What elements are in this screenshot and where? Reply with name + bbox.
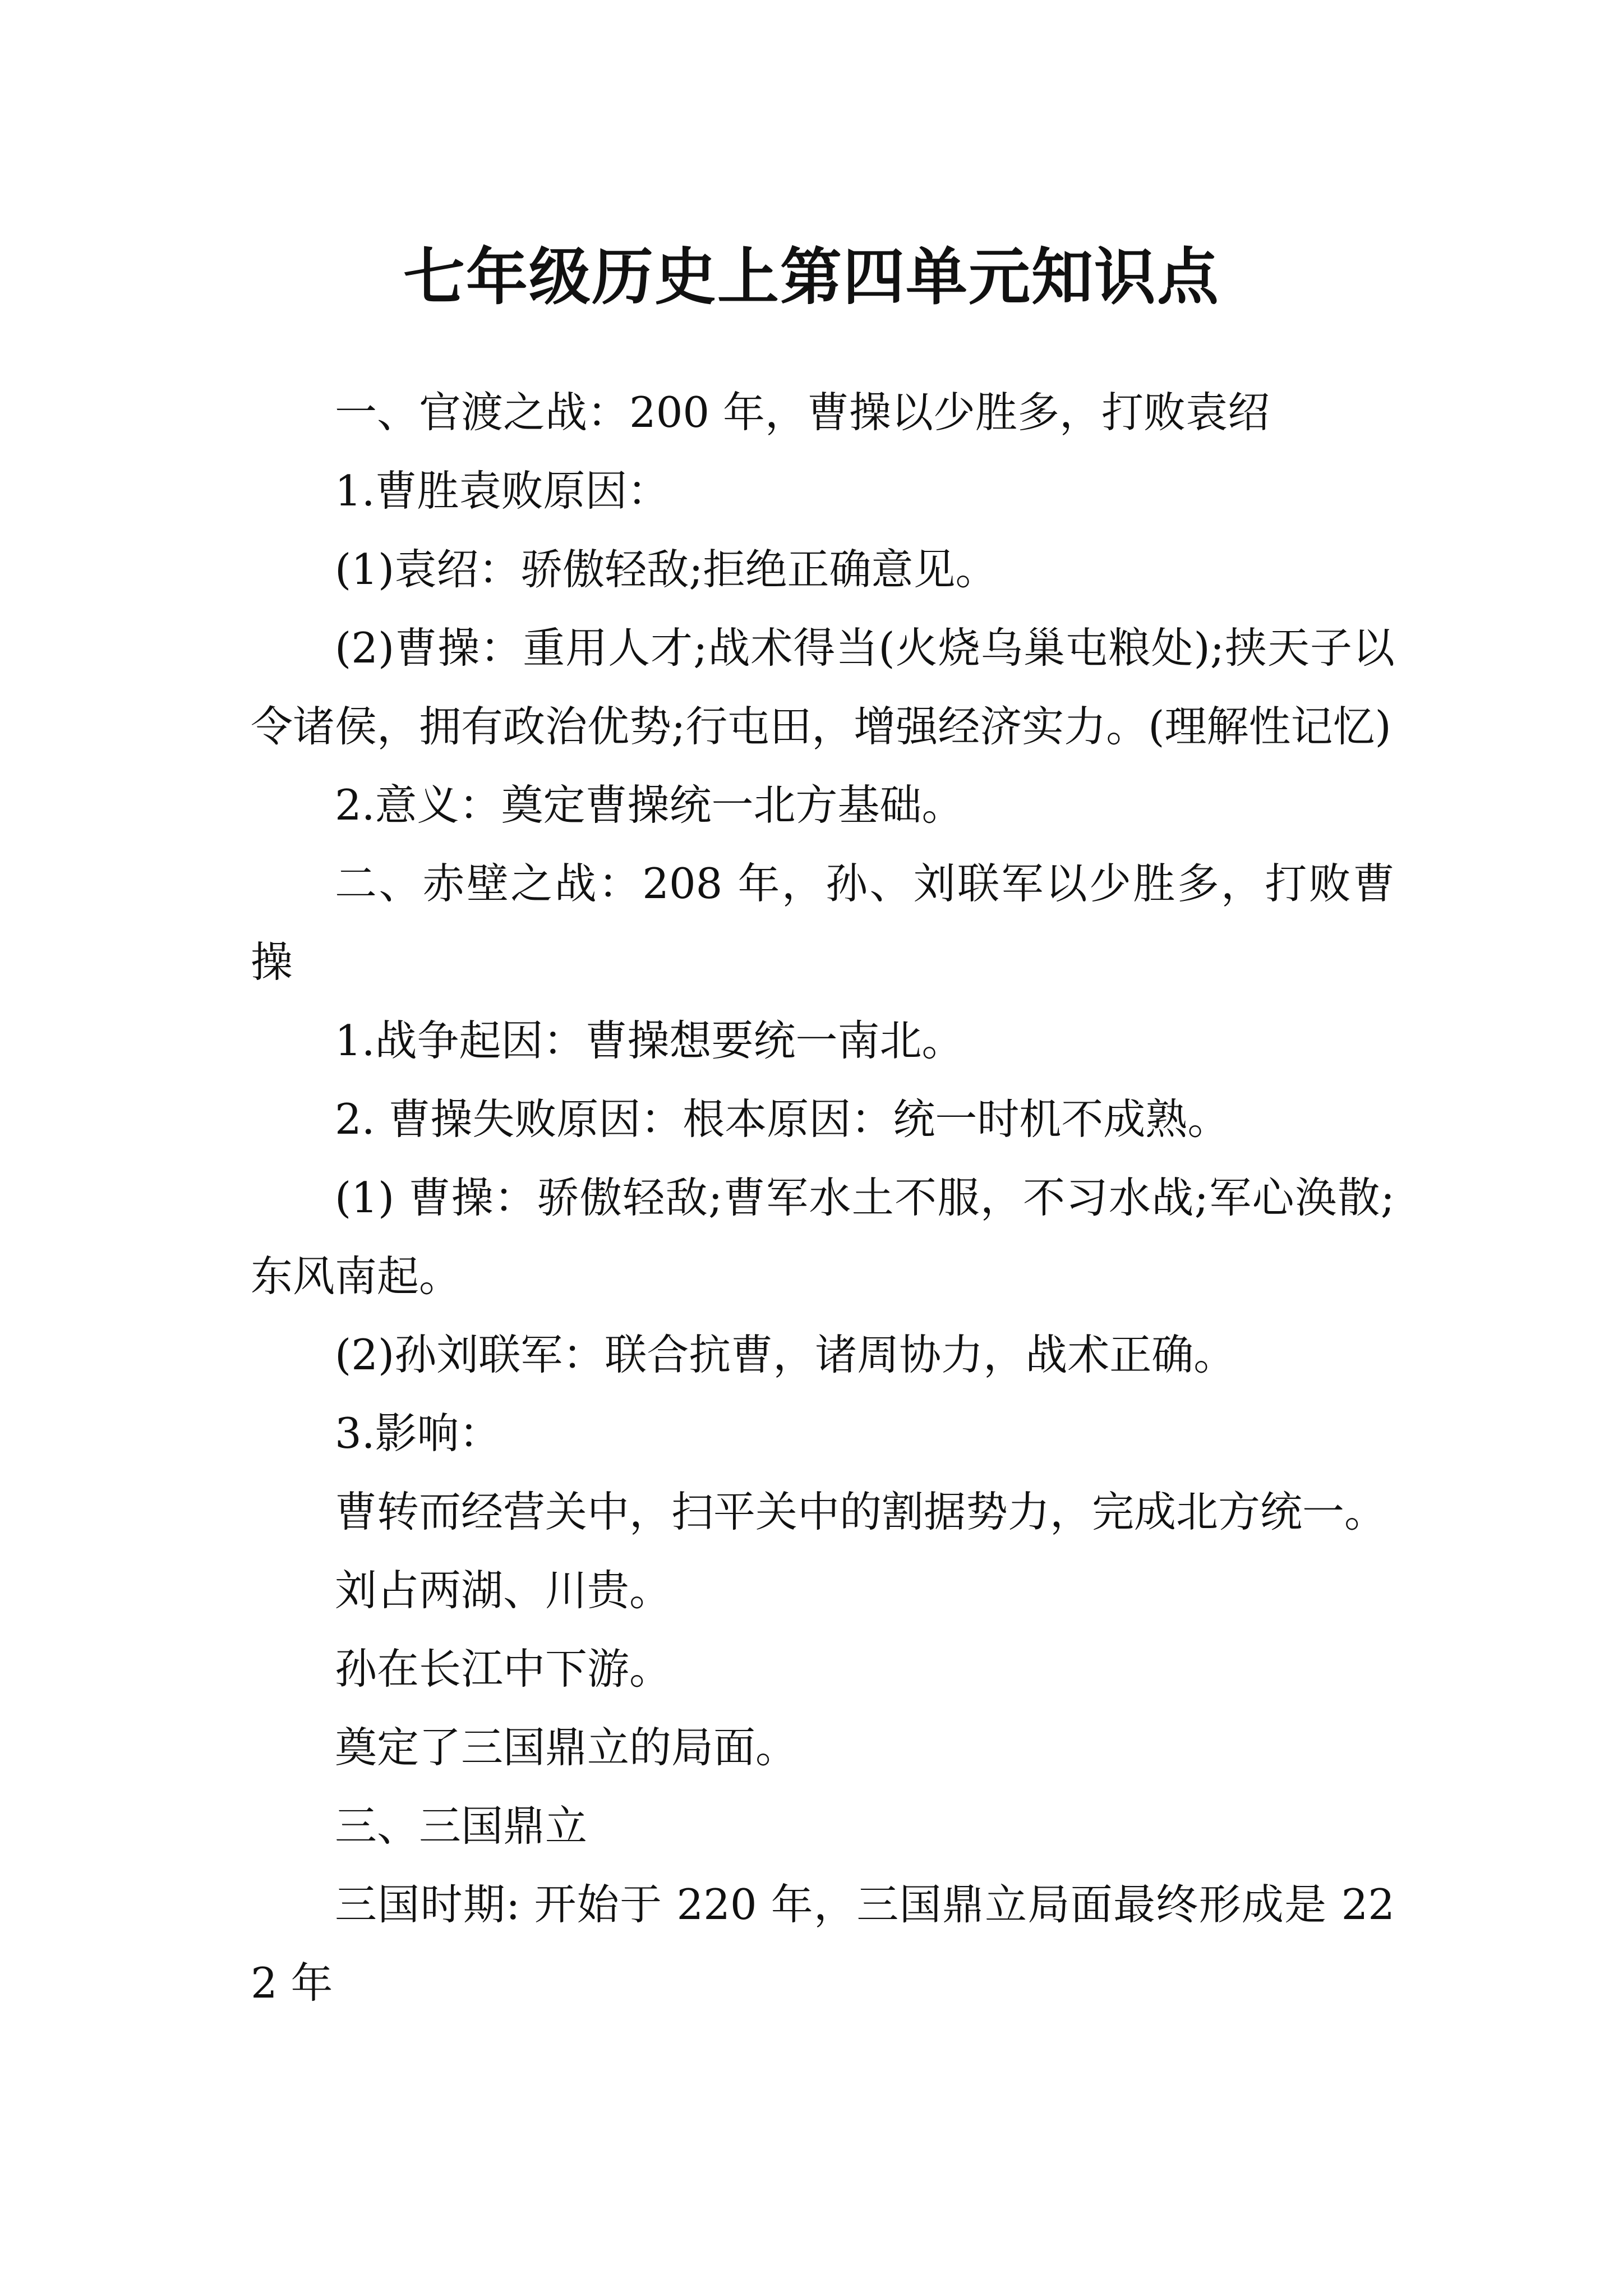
subheading-chibi-impact: 3.影响： — [335, 1409, 501, 1458]
paragraph-yuan-shao: (1)袁绍：骄傲轻敌;拒绝正确意见。 — [335, 545, 998, 594]
document-title: 七年级历史上第四单元知识点 — [403, 240, 1220, 313]
paragraph-three-kingdoms-foundation: 奠定了三国鼎立的局面。 — [335, 1723, 798, 1772]
section-heading-guandu: 一、官渡之战：200 年，曹操以少胜多，打败袁绍 — [335, 388, 1270, 437]
paragraph-cao-defeat-causes: 2. 曹操失败原因：根本原因：统一时机不成熟。 — [335, 1094, 1230, 1144]
paragraph-chibi-cause: 1.战争起因：曹操想要统一南北。 — [335, 1016, 964, 1065]
paragraph-sun-territory: 孙在长江中下游。 — [335, 1644, 672, 1694]
paragraph-cao-cao-strengths: (2)曹操：重用人才;战术得当(火烧乌巢屯粮处);挟天子以令诸侯，拥有政治优势;行屯田，增强经济实力。(理解性记忆) — [251, 623, 1395, 751]
subheading-guandu-causes: 1.曹胜袁败原因： — [335, 466, 670, 516]
document-body — [251, 373, 1395, 2022]
paragraph-cao-cao-weaknesses: (1) 曹操：骄傲轻敌;曹军水土不服，不习水战;军心涣散;东风南起。 — [251, 1173, 1395, 1301]
paragraph-guandu-significance: 2.意义：奠定曹操统一北方基础。 — [335, 780, 964, 830]
paragraph-three-kingdoms-period: 三国时期: 开始于 220 年，三国鼎立局面最终形成是 222 年 — [251, 1880, 1395, 2008]
section-heading-three-kingdoms: 三、三国鼎立 — [335, 1801, 588, 1851]
paragraph-liu-territory: 刘占两湖、川贵。 — [335, 1566, 672, 1615]
section-heading-chibi: 二、赤壁之战：208 年，孙、刘联军以少胜多，打败曹操 — [251, 859, 1395, 987]
paragraph-cao-north: 曹转而经营关中，扫平关中的割据势力，完成北方统一。 — [335, 1487, 1387, 1536]
paragraph-sun-liu-alliance: (2)孙刘联军：联合抗曹，诸周协力，战术正确。 — [335, 1330, 1236, 1379]
